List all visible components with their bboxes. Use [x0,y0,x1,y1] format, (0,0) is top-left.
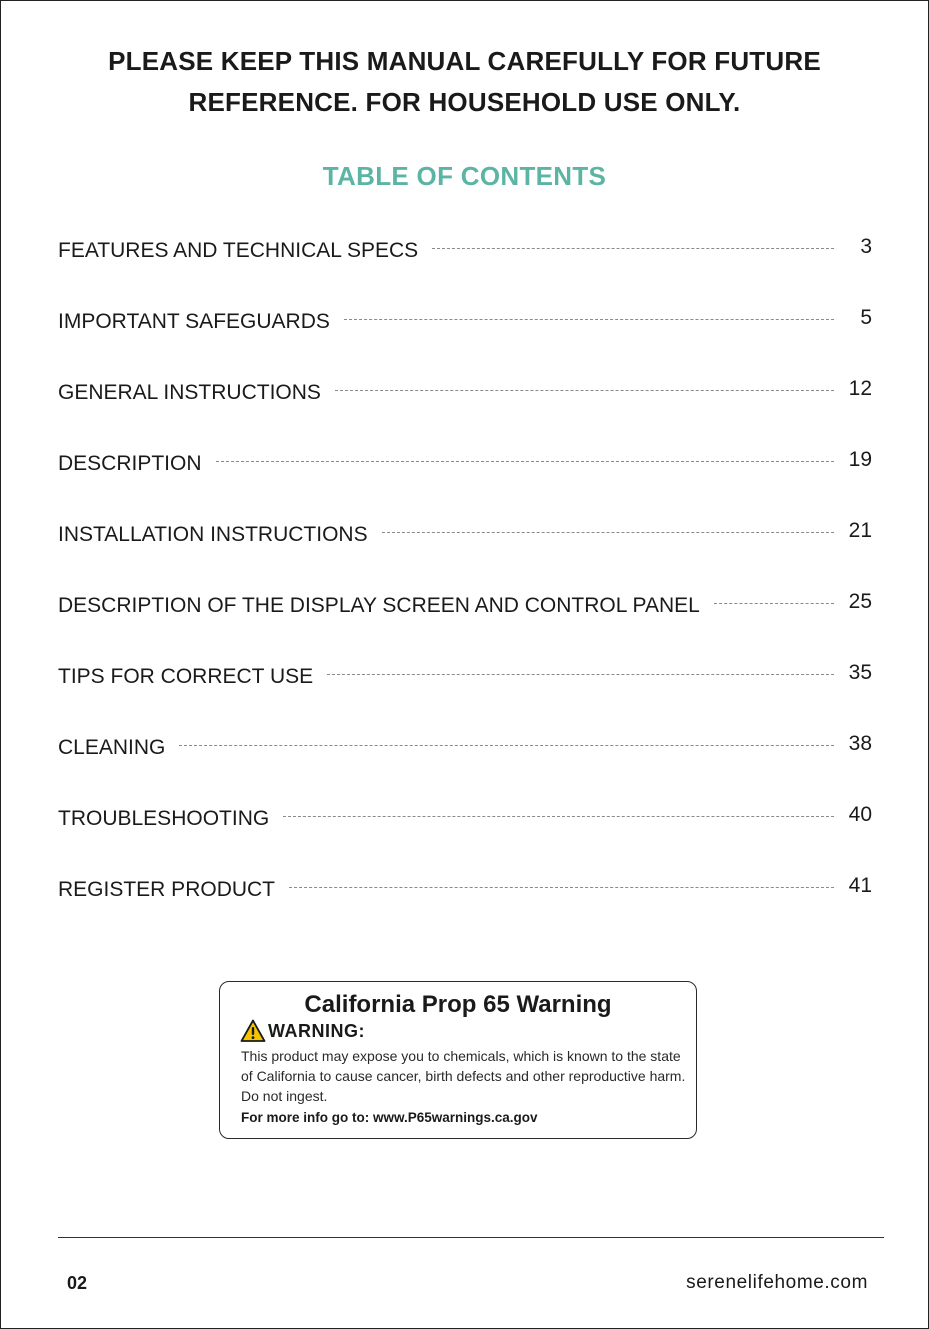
toc-entry[interactable] [58,520,872,550]
toc-dotted-leader [344,319,834,320]
toc-entry[interactable] [58,804,872,834]
toc-dotted-leader [432,248,834,249]
warning-heading [240,1018,365,1044]
toc-entry-label: CLEANING [58,736,166,759]
toc-entry-label: GENERAL INSTRUCTIONS [58,381,321,404]
toc-entry[interactable] [58,875,872,905]
prop65-warning-box [219,981,697,1139]
toc-entry-page: 40 [848,803,872,826]
toc-dotted-leader [179,745,834,746]
toc-entry-label: REGISTER PRODUCT [58,878,276,901]
toc-dotted-leader [283,816,834,817]
toc-dotted-leader [382,532,834,533]
toc-entry-page: 3 [860,235,872,258]
prop65-title: California Prop 65 Warning [304,991,612,1018]
warning-triangle-icon [240,1019,266,1043]
toc-entry[interactable] [58,236,872,266]
prop65-more-info-link[interactable]: For more info go to: www.P65warnings.ca.gov [241,1110,538,1125]
toc-entry-label: INSTALLATION INSTRUCTIONS [58,523,368,546]
toc-entry[interactable] [58,733,872,763]
toc-entry-page: 25 [848,590,872,613]
notice-line-2: REFERENCE. FOR HOUSEHOLD USE ONLY. [188,87,741,117]
toc-dotted-leader [327,674,834,675]
toc-entry-page: 41 [848,874,872,897]
toc-entry-label: TROUBLESHOOTING [58,807,270,830]
toc-dotted-leader [714,603,834,604]
notice-line-1: PLEASE KEEP THIS MANUAL CAREFULLY FOR FUTURE [108,46,821,76]
toc-entry-page: 21 [848,519,872,542]
toc-entry-label: DESCRIPTION [58,452,202,475]
toc-entry[interactable] [58,591,872,621]
toc-entry-page: 19 [848,448,872,471]
toc-entry-page: 38 [848,732,872,755]
warning-label: WARNING: [268,1020,365,1041]
toc-entry-label: DESCRIPTION OF THE DISPLAY SCREEN AND CONTROL PANEL [58,594,700,617]
page-number: 02 [67,1273,88,1293]
toc-entry[interactable] [58,307,872,337]
household-notice [1,41,928,123]
website-link[interactable]: serenelifehome.com [686,1272,868,1293]
toc-entry-label: IMPORTANT SAFEGUARDS [58,310,330,333]
toc-entry[interactable] [58,449,872,479]
toc-entry-page: 12 [848,377,872,400]
toc-entry-page: 35 [848,661,872,684]
toc-entry-page: 5 [860,306,872,329]
toc-entry[interactable] [58,662,872,692]
toc-entry-label: TIPS FOR CORRECT USE [58,665,314,688]
footer-divider [58,1237,884,1238]
toc-dotted-leader [289,887,834,888]
toc-dotted-leader [216,461,834,462]
toc-entry[interactable] [58,378,872,408]
prop65-body-text: This product may expose you to chemicals, which is known to the state of California to cause cancer, birth defects and other reproductive harm. Do not ingest. [241,1048,686,1104]
toc-title: TABLE OF CONTENTS [322,161,607,191]
toc-dotted-leader [335,390,834,391]
toc-entry-label: FEATURES AND TECHNICAL SPECS [58,239,419,262]
